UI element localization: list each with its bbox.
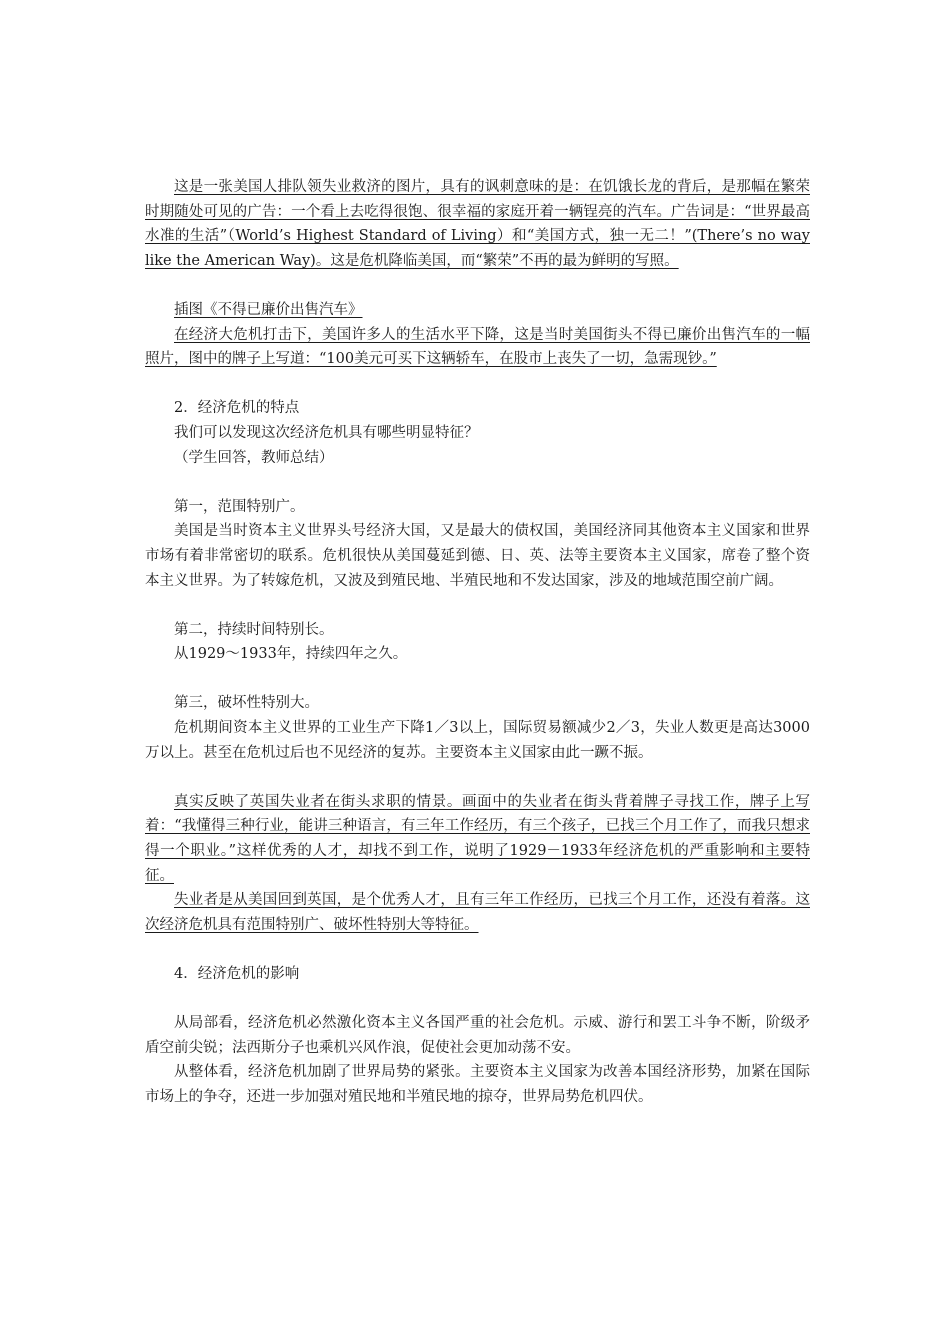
feature-2-heading: 第二，持续时间特别长。 bbox=[174, 621, 334, 638]
feature-1-paragraph: 美国是当时资本主义世界头号经济大国，又是最大的债权国，美国经济同其他资本主义国家和世界市场有着非常密切的联系。危机很快从美国蔓延到德、日、英、法等主要资本主义国家，席卷了整个资本主义世界。为了转嫁危机，又波及到殖民地、半殖民地和不发达国家，涉及的地域范围空前广阔。 bbox=[145, 523, 810, 589]
document-body bbox=[145, 175, 810, 1110]
feature-3-heading: 第三，破坏性特别大。 bbox=[174, 695, 319, 712]
poster-paragraph: 这是一张美国人排队领失业救济的图片，具有的讽刺意味的是：在饥饿长龙的背后，是那幅在繁荣时期随处可见的广告：一个看上去吃得很饱、很幸福的家庭开着一辆锃亮的汽车。广告词是：“世界最高水准的生活”（World’s Highest Standard of Living）和“美国方式，独一无二！”(There’s no way like the American Way)。这是危机降临美国，而“繁荣”不再的最为鲜明的写照。 bbox=[145, 179, 810, 269]
feature-2-paragraph: 从1929～1933年，持续四年之久。 bbox=[174, 646, 408, 663]
section-2-heading: 2．经济危机的特点 bbox=[174, 400, 300, 417]
spacer bbox=[145, 937, 810, 962]
section-4-heading: 4．经济危机的影响 bbox=[174, 966, 300, 982]
spacer bbox=[145, 987, 810, 1012]
feature-1-heading: 第一，范围特别广。 bbox=[174, 498, 305, 515]
section-2-note: （学生回答，教师总结） bbox=[174, 449, 334, 466]
uk-jobseeker-paragraph: 真实反映了英国失业者在街头求职的情景。画面中的失业者在街头背着牌子寻找工作，牌子上写着：“我懂得三种行业，能讲三种语言，有三年工作经历，有三个孩子，已找三个月工作了，而我只想求得一个职业。”这样优秀的人才，却找不到工作，说明了1929－1933年经济危机的严重影响和主要特征。 bbox=[145, 793, 810, 884]
section-2-question: 我们可以发现这次经济危机具有哪些明显特征？ bbox=[174, 424, 479, 441]
uk-jobseeker-summary: 失业者是从美国回到英国，是个优秀人才，且有三年工作经历，已找三个月工作，还没有着落。这次经济危机具有范围特别广、破坏性特别大等特征。 bbox=[145, 892, 810, 933]
spacer bbox=[145, 470, 810, 495]
impact-local-paragraph: 从局部看，经济危机必然激化资本主义各国严重的社会危机。示威、游行和罢工斗争不断，阶级矛盾空前尖锐；法西斯分子也乘机兴风作浪，促使社会更加动荡不安。 bbox=[145, 1015, 810, 1056]
impact-global-paragraph: 从整体看，经济危机加剧了世界局势的紧张。主要资本主义国家为改善本国经济形势，加紧在国际市场上的争夺，还进一步加强对殖民地和半殖民地的掠夺，世界局势危机四伏。 bbox=[145, 1064, 810, 1105]
spacer bbox=[145, 593, 810, 618]
spacer bbox=[145, 765, 810, 790]
feature-3-paragraph: 危机期间资本主义世界的工业生产下降1／3以上，国际贸易额减少2／3，失业人数更是高达3000万以上。甚至在危机过后也不见经济的复苏。主要资本主义国家由此一蹶不振。 bbox=[145, 720, 810, 761]
spacer bbox=[145, 273, 810, 298]
spacer bbox=[145, 667, 810, 692]
illustration-title: 插图《不得已廉价出售汽车》 bbox=[174, 301, 363, 318]
spacer bbox=[145, 372, 810, 397]
car-sale-paragraph: 在经济大危机打击下，美国许多人的生活水平下降，这是当时美国街头不得已廉价出售汽车的一幅照片，图中的牌子上写道：“100美元可买下这辆轿车，在股市上丧失了一切，急需现钞。” bbox=[145, 326, 810, 368]
